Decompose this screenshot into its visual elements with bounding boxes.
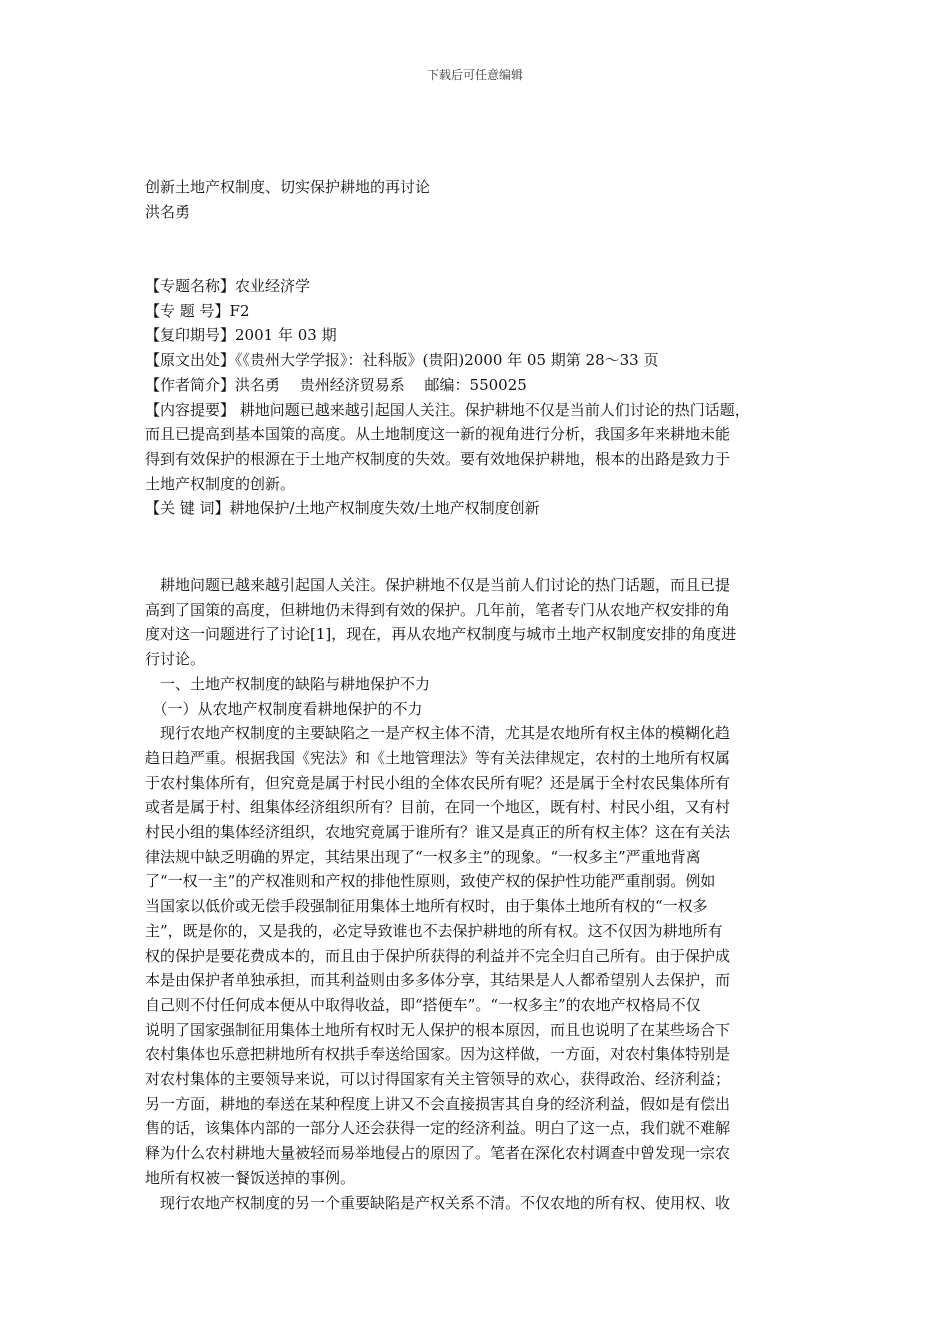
body-line: 现行农地产权制度的另一个重要缺陷是产权关系不清。不仅农地的所有权、使用权、收 xyxy=(145,1193,731,1212)
page-header-note: 下载后可任意编辑 xyxy=(426,68,523,82)
body-line: 说明了国家强制征用集体土地所有权时无人保护的根本原因，而且也说明了在某些场合下 xyxy=(145,1020,731,1039)
meta-keywords: 【关 键 词】耕地保护/土地产权制度失效/土地产权制度创新 xyxy=(145,499,540,518)
body-line: 释为什么农村耕地大量被轻而易举地侵占的原因了。笔者在深化农村调查中曾发现一宗农 xyxy=(145,1144,731,1163)
section-heading: 一、土地产权制度的缺陷与耕地保护不力 xyxy=(145,674,431,693)
body-line: 另一方面，耕地的奉送在某种程度上讲又不会直接损害其自身的经济利益，假如是有偿出 xyxy=(145,1094,731,1113)
meta-abstract-line: 得到有效保护的根源在于土地产权制度的失效。要有效地保护耕地，根本的出路是致力于 xyxy=(145,449,731,468)
meta-topic-name: 【专题名称】农业经济学 xyxy=(145,277,311,295)
body-line: 自己则不付任何成本便从中取得收益，即“搭便车”。“一权多主”的农地产权格局不仅 xyxy=(145,995,701,1014)
body-line: 农村集体也乐意把耕地所有权拱手奉送给国家。因为这样做，一方面，对农村集体特别是 xyxy=(145,1045,731,1064)
meta-abstract-line: 而且已提高到基本国策的高度。从土地制度这一新的视角进行分析，我国多年来耕地未能 xyxy=(145,425,731,444)
body-line: 或者是属于村、组集体经济组织所有？目前，在同一个地区，既有村、村民小组，又有村 xyxy=(145,798,731,817)
body-line: 现行农地产权制度的主要缺陷之一是产权主体不清，尤其是农地所有权主体的模糊化趋 xyxy=(145,724,731,743)
body-line: 于农村集体所有，但究竟是属于村民小组的全体农民所有呢？还是属于全村农民集体所有 xyxy=(145,773,731,792)
body-line: 耕地问题已越来越引起国人关注。保护耕地不仅是当前人们讨论的热门话题，而且已提 xyxy=(145,576,731,594)
body-line: 当国家以低价或无偿手段强制征用集体土地所有权时，由于集体土地所有权的“一权多 xyxy=(145,897,708,916)
meta-reprint-issue: 【复印期号】2001 年 03 期 xyxy=(145,326,337,345)
body-line: 权的保护是要花费成本的，而且由于保护所获得的利益并不完全归自己所有。由于保护成 xyxy=(145,946,731,965)
meta-author-intro: 【作者简介】洪名勇 贵州经济贸易系 邮编：550025 xyxy=(145,375,527,394)
subsection-heading: （一）从农地产权制度看耕地保护的不力 xyxy=(145,699,423,718)
article-heading xyxy=(145,175,817,224)
body-line: 度对这一问题进行了讨论[1]，现在，再从农地产权制度与城市土地产权制度安排的角度进 xyxy=(145,625,737,644)
body-line: 律法规中缺乏明确的界定，其结果出现了“一权多主”的现象。“一权多主”严重地背离 xyxy=(145,847,701,866)
body-line: 售的话，该集体内部的一部分人还会获得一定的经济利益。明白了这一点，我们就不难解 xyxy=(145,1119,731,1138)
body-line: 村民小组的集体经济组织，农地究竟属于谁所有？谁又是真正的所有权主体？这在有关法 xyxy=(145,823,731,842)
body-line: 了“一权一主”的产权准则和产权的排他性原则，致使产权的保护性功能严重削弱。例如 xyxy=(145,872,716,891)
meta-topic-number: 【专 题 号】F2 xyxy=(145,301,250,320)
article-metadata xyxy=(145,274,817,521)
body-line: 地所有权被一餐饭送掉的事例。 xyxy=(145,1168,356,1187)
body-line: 高到了国策的高度，但耕地仍未得到有效的保护。几年前，笔者专门从农地产权安排的角 xyxy=(145,600,731,619)
body-line: 趋日趋严重。根据我国《宪法》和《土地管理法》等有关法律规定，农村的土地所有权属 xyxy=(145,748,731,767)
body-line: 主”，既是你的，又是我的，必定导致谁也不去保护耕地的所有权。这不仅因为耕地所有 xyxy=(145,921,723,940)
article-body xyxy=(145,573,817,1215)
body-line: 对农村集体的主要领导来说，可以讨得国家有关主管领导的欢心，获得政治、经济利益； xyxy=(145,1070,731,1089)
meta-abstract-line: 【内容提要】 耕地问题已越来越引起国人关注。保护耕地不仅是当前人们讨论的热门话题， xyxy=(145,400,750,419)
meta-abstract-line: 土地产权制度的创新。 xyxy=(145,474,296,493)
article-author: 洪名勇 xyxy=(145,202,191,221)
body-line: 本是由保护者单独承担，而其利益则由多多体分享，其结果是人人都希望别人去保护，而 xyxy=(145,971,731,990)
meta-source: 【原文出处】《《贵州大学学报》：社科版》(贵阳)2000 年 05 期第 28～33 页 xyxy=(145,351,659,370)
article-title: 创新土地产权制度、切实保护耕地的再讨论 xyxy=(145,178,431,196)
body-line: 行讨论。 xyxy=(145,650,206,669)
